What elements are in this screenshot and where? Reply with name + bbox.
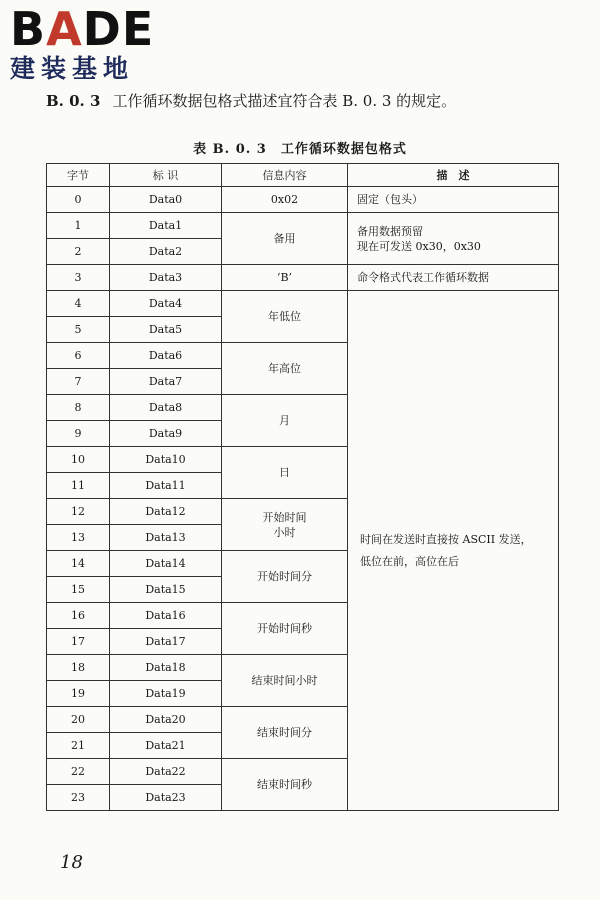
id-cell: Data21 (110, 733, 222, 759)
id-cell: Data9 (110, 421, 222, 447)
table-row (47, 291, 559, 317)
description-cell: 固定（包头） (348, 187, 559, 213)
description-line: 低位在前，高位在后 (360, 554, 459, 568)
table-row (47, 265, 559, 291)
description-line: 时间在发送时直接按 ASCII 发送， (360, 532, 532, 546)
id-cell: Data11 (110, 473, 222, 499)
byte-cell: 0 (47, 187, 110, 213)
id-cell: Data19 (110, 681, 222, 707)
clause-text (46, 90, 456, 111)
content-cell: 备用 (222, 213, 348, 265)
byte-cell: 7 (47, 369, 110, 395)
id-cell: Data13 (110, 525, 222, 551)
byte-cell: 8 (47, 395, 110, 421)
content-cell: 月 (222, 395, 348, 447)
id-cell: Data14 (110, 551, 222, 577)
id-cell: Data18 (110, 655, 222, 681)
id-cell: Data2 (110, 239, 222, 265)
byte-cell: 22 (47, 759, 110, 785)
content-cell: 结束时间分 (222, 707, 348, 759)
header-byte: 字节 (47, 164, 110, 187)
id-cell: Data4 (110, 291, 222, 317)
content-line: 开始时间 (262, 510, 307, 524)
byte-cell: 19 (47, 681, 110, 707)
id-cell: Data23 (110, 785, 222, 811)
byte-cell: 15 (47, 577, 110, 603)
byte-cell: 20 (47, 707, 110, 733)
content-cell: 年高位 (222, 343, 348, 395)
id-cell: Data3 (110, 265, 222, 291)
id-cell: Data12 (110, 499, 222, 525)
byte-cell: 14 (47, 551, 110, 577)
content-cell (222, 499, 348, 551)
byte-cell: 5 (47, 317, 110, 343)
byte-cell: 23 (47, 785, 110, 811)
byte-cell: 4 (47, 291, 110, 317)
page-number: 18 (60, 852, 83, 873)
byte-cell: 10 (47, 447, 110, 473)
content-cell: ‘B’ (222, 265, 348, 291)
content-line: 小时 (273, 525, 296, 539)
id-cell: Data0 (110, 187, 222, 213)
byte-cell: 11 (47, 473, 110, 499)
content-cell: 结束时间小时 (222, 655, 348, 707)
table-caption: 表 B. 0. 3 工作循环数据包格式 (193, 142, 407, 157)
content-cell: 结束时间秒 (222, 759, 348, 811)
content-cell: 开始时间分 (222, 551, 348, 603)
id-cell: Data22 (110, 759, 222, 785)
id-cell: Data17 (110, 629, 222, 655)
byte-cell: 1 (47, 213, 110, 239)
description-cell (348, 291, 559, 811)
description-cell: 命令格式代表工作循环数据 (348, 265, 559, 291)
description-cell (348, 213, 559, 265)
packet-format-table (46, 163, 559, 811)
id-cell: Data8 (110, 395, 222, 421)
table-row (47, 213, 559, 239)
byte-cell: 16 (47, 603, 110, 629)
id-cell: Data15 (110, 577, 222, 603)
brand-logo (10, 4, 154, 84)
clause-body: 工作循环数据包格式描述宜符合表 B. 0. 3 的规定。 (112, 92, 457, 110)
header-description: 描 述 (348, 164, 559, 187)
byte-cell: 9 (47, 421, 110, 447)
clause-number: B. 0. 3 (46, 92, 101, 110)
id-cell: Data5 (110, 317, 222, 343)
byte-cell: 2 (47, 239, 110, 265)
header-content: 信息内容 (222, 164, 348, 187)
id-cell: Data7 (110, 369, 222, 395)
content-cell: 年低位 (222, 291, 348, 343)
byte-cell: 13 (47, 525, 110, 551)
id-cell: Data20 (110, 707, 222, 733)
description-line: 备用数据预留 (357, 224, 423, 238)
id-cell: Data10 (110, 447, 222, 473)
id-cell: Data1 (110, 213, 222, 239)
content-cell: 开始时间秒 (222, 603, 348, 655)
table-row (47, 187, 559, 213)
id-cell: Data16 (110, 603, 222, 629)
description-line: 现在可发送 0x30，0x30 (357, 239, 481, 253)
byte-cell: 17 (47, 629, 110, 655)
byte-cell: 6 (47, 343, 110, 369)
byte-cell: 18 (47, 655, 110, 681)
content-cell: 0x02 (222, 187, 348, 213)
header-id: 标 识 (110, 164, 222, 187)
brand-subtitle: 建装基地 (10, 54, 135, 83)
id-cell: Data6 (110, 343, 222, 369)
table-header-row (47, 164, 559, 187)
byte-cell: 3 (47, 265, 110, 291)
byte-cell: 12 (47, 499, 110, 525)
byte-cell: 21 (47, 733, 110, 759)
content-cell: 日 (222, 447, 348, 499)
brand-wordmark: BADE (10, 2, 155, 56)
